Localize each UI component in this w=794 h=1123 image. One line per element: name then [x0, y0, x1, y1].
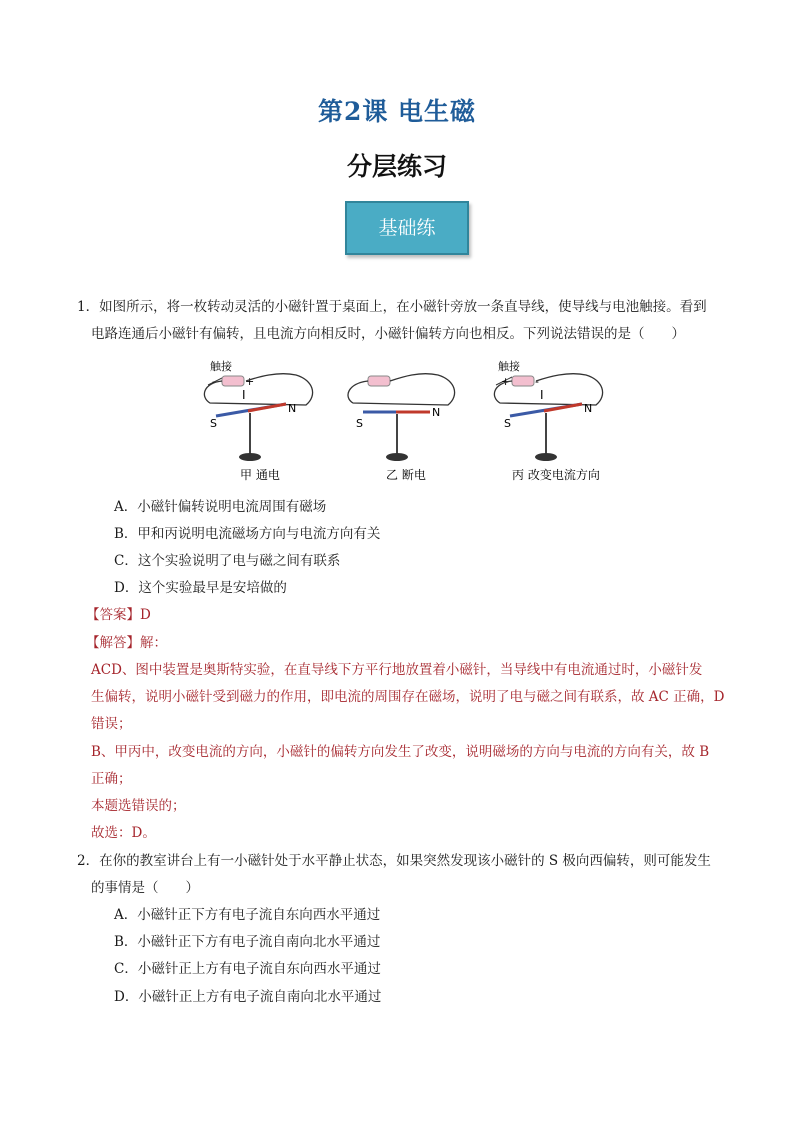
current-label: I — [540, 388, 544, 402]
figure-panel-bing — [494, 359, 602, 482]
q2-stem-line1: 2．在你的教室讲台上有一小磁针处于水平静止状态，如果突然发现该小磁针的 S 极向西偏转，则可能发生 — [77, 853, 711, 869]
figure-panel-yi — [348, 374, 455, 482]
q1-option-d: D．这个实验最早是安培做的 — [114, 580, 287, 596]
level-badge: 基础练 — [345, 201, 469, 255]
analysis-suffix: 解： — [140, 635, 167, 651]
section-subtitle: 分层练习 — [346, 152, 447, 181]
q1-option-a: A．小磁针偏转说明电流周围有磁场 — [114, 499, 327, 515]
figure-panel-jia — [204, 359, 312, 482]
plus-label: + — [501, 375, 511, 388]
q1-analysis-line-5: 正确； — [91, 771, 132, 787]
caption-yi: 乙 断电 — [386, 468, 426, 482]
q1-analysis-line-1: ACD、图中装置是奥斯特实验，在直导线下方平行地放置着小磁针，当导线中有电流通过时，小磁针发 — [91, 662, 703, 678]
minus-label: - — [212, 375, 216, 388]
q1-analysis-line-3: 错误； — [91, 716, 132, 732]
q2-option-c: C．小磁针正上方有电子流自东向西水平通过 — [114, 961, 381, 977]
minus-label: - — [535, 375, 539, 388]
q1-analysis-line-2: 生偏转，说明小磁针受到磁力的作用，即电流的周围存在磁场，说明了电与磁之间有联系，故 AC 正确，D — [91, 689, 725, 705]
q1-option-c: C．这个实验说明了电与磁之间有联系 — [114, 553, 341, 569]
answer-value: D — [140, 607, 151, 623]
south-label: S — [504, 417, 511, 430]
current-label: I — [242, 388, 246, 402]
battery-icon — [222, 376, 244, 386]
stand-base — [535, 453, 557, 461]
q1-option-b: B．甲和丙说明电流磁场方向与电流方向有关 — [114, 526, 381, 542]
q2-option-d: D．小磁针正上方有电子流自南向北水平通过 — [114, 989, 382, 1005]
oersted-experiment-figure — [198, 355, 618, 485]
q1-analysis-heading — [86, 633, 167, 653]
battery-icon — [368, 376, 390, 386]
q1-stem-line1: 1．如图所示，将一枚转动灵活的小磁针置于桌面上，在小磁针旁放一条直导线，使导线与电池触接。看到 — [77, 299, 707, 315]
q2-option-a: A．小磁针正下方有电子流自东向西水平通过 — [114, 907, 381, 923]
q1-analysis-line-7: 故选：D。 — [91, 825, 156, 841]
north-label: N — [432, 406, 441, 419]
analysis-label: 【解答】 — [86, 635, 140, 651]
north-label: N — [584, 402, 593, 415]
q1-answer — [86, 605, 151, 625]
q2-stem-line2: 的事情是（ ） — [91, 880, 199, 896]
touch-label: 触接 — [210, 360, 232, 373]
wire-loop — [348, 374, 455, 405]
south-label: S — [356, 417, 363, 430]
q1-analysis-line-4: B、甲丙中，改变电流的方向，小磁针的偏转方向发生了改变，说明磁场的方向与电流的方向有关，故 B — [91, 744, 710, 760]
battery-icon — [512, 376, 534, 386]
caption-jia: 甲 通电 — [240, 468, 280, 482]
q1-analysis-line-6: 本题选错误的； — [91, 798, 186, 814]
plus-label: + — [245, 375, 255, 388]
stand-base — [239, 453, 261, 461]
q1-stem-line2: 电路连通后小磁针有偏转，且电流方向相反时，小磁针偏转方向也相反。下列说法错误的是（ ） — [91, 326, 685, 342]
stand-base — [386, 453, 408, 461]
south-label: S — [210, 417, 217, 430]
north-label: N — [288, 402, 297, 415]
compass-needle-n — [544, 404, 582, 411]
touch-label: 触接 — [498, 360, 520, 373]
q2-option-b: B．小磁针正下方有电子流自南向北水平通过 — [114, 934, 381, 950]
compass-needle-n — [248, 404, 286, 411]
answer-label: 【答案】 — [86, 607, 140, 623]
caption-bing: 丙 改变电流方向 — [512, 468, 600, 482]
wire-loop — [494, 374, 602, 405]
lesson-title: 第2课 电生磁 — [317, 97, 477, 126]
